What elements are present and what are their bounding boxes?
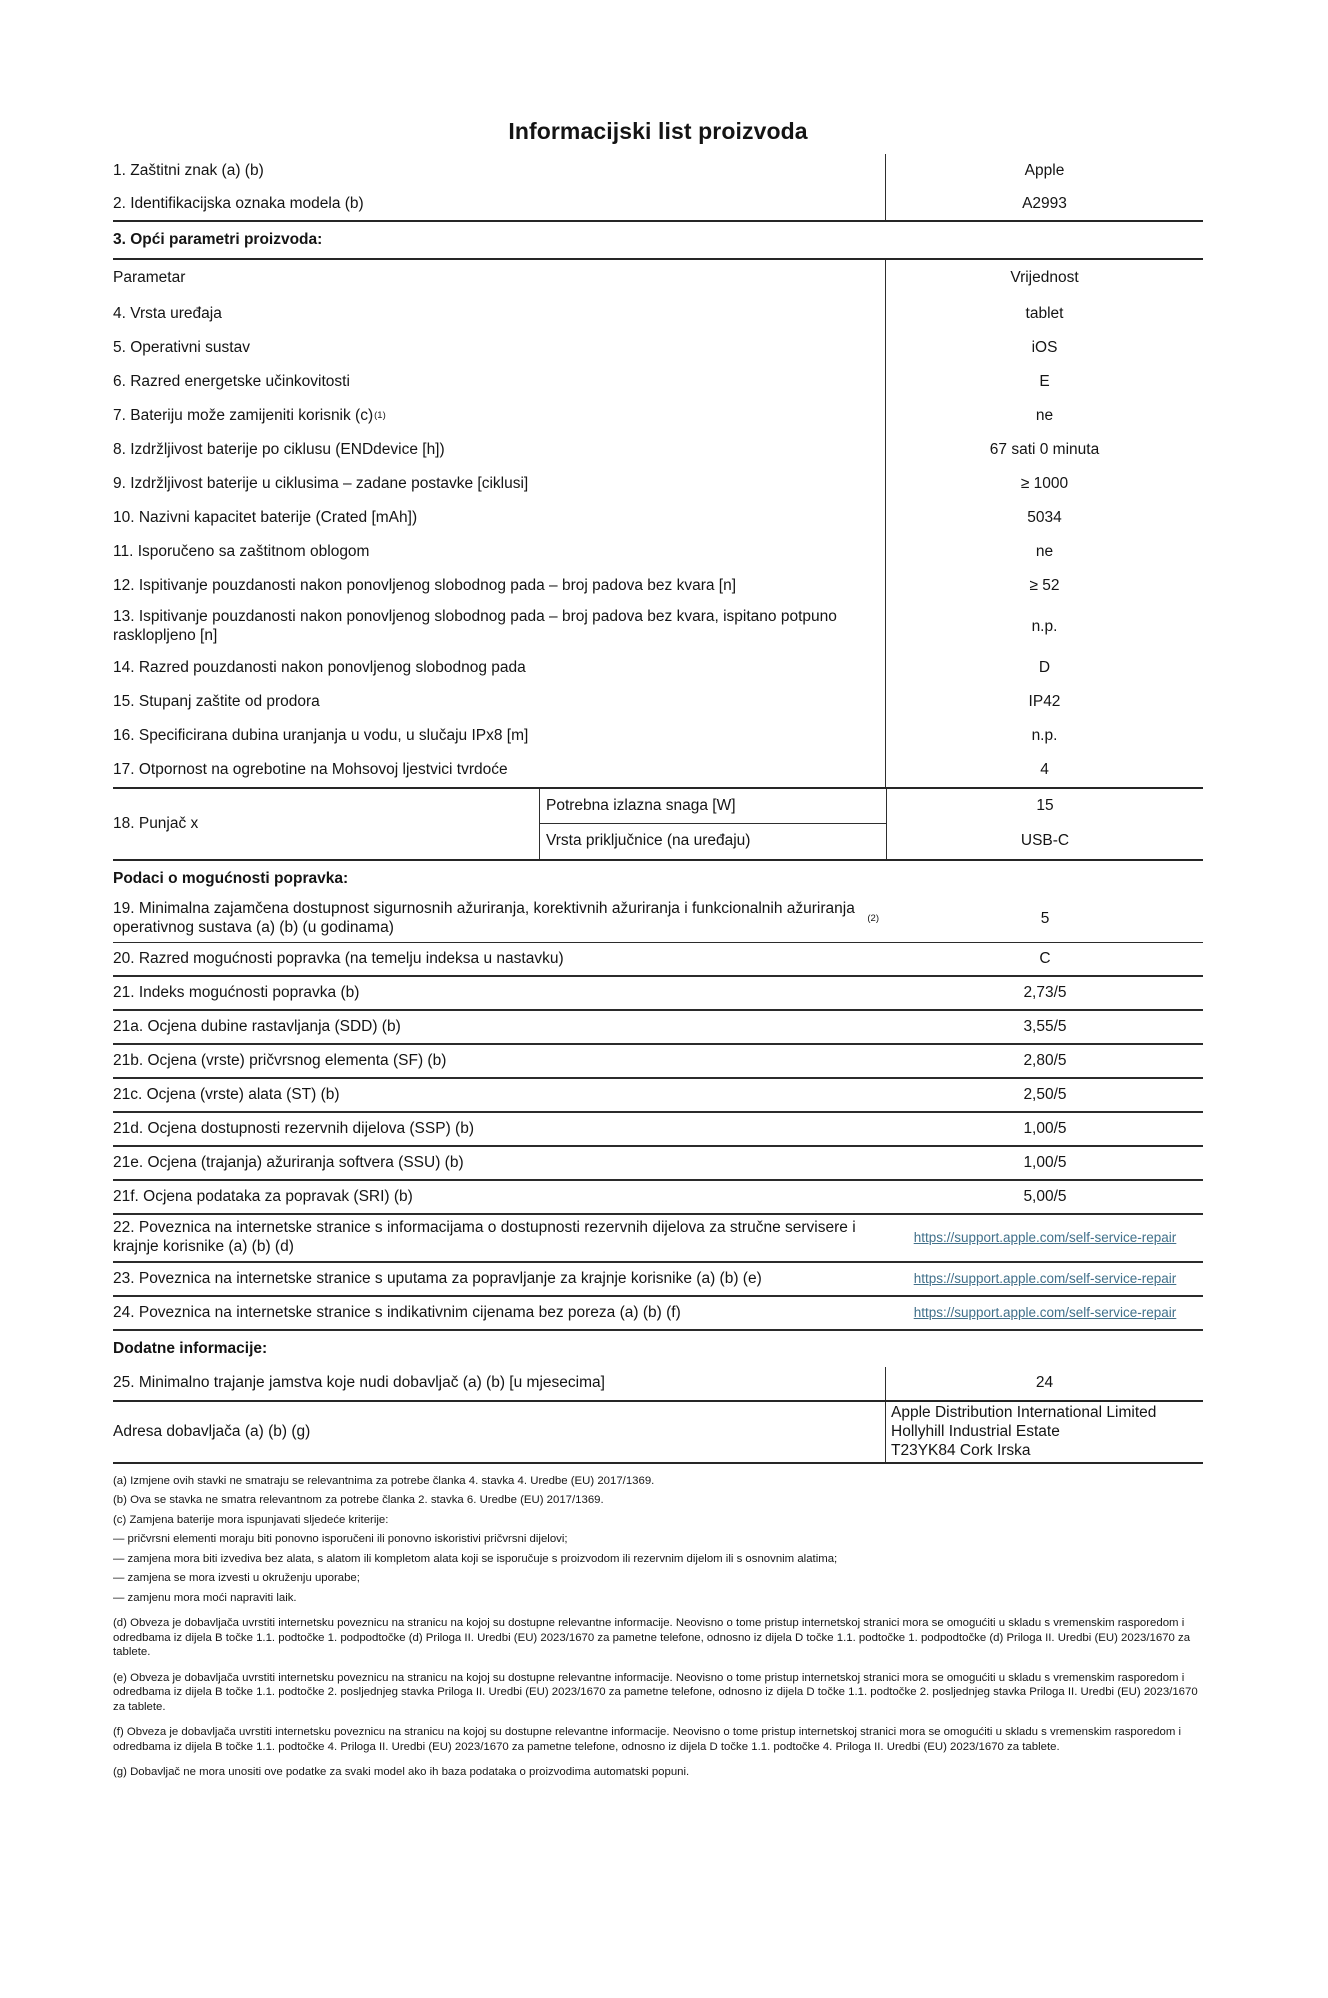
row-label: 4. Vrsta uređaja [113,297,886,331]
row-value: 2,80/5 [1023,1052,1067,1070]
table-row-spare-parts-score [113,1113,1203,1147]
footnote-c-criterion: — zamjena mora biti izvediva bez alata, s alatom ili kompletom alata koji se isporučuje s proizvodom ili rezervnim dijelom ili s osnovnim alatima; [113,1552,838,1565]
row-label: 12. Ispitivanje pouzdanosti nakon ponovljenog slobodnog pada – broj padova bez kvara [n] [113,569,886,603]
row-value: 1,00/5 [1023,1120,1067,1138]
row-value: 3,55/5 [1023,1018,1067,1036]
row-label: 1. Zaštitni znak (a) (b) [113,154,886,187]
sub-row-label: Potrebna izlazna snaga [W] [540,789,887,824]
table-row-repairability-class [113,943,1203,977]
row-value: n.p. [1031,617,1058,635]
row-label: 25. Minimalno trajanje jamstva koje nudi dobavljač (a) (b) [u mjesecima] [113,1367,886,1400]
row-value: Apple [1024,161,1065,179]
row-label: 21e. Ocjena (trajanja) ažuriranja softvera (SSU) (b) [113,1153,464,1171]
row-value [887,1215,1203,1261]
table-row-battery-endurance-cycles [113,467,1203,501]
table-row-scratch-resistance [113,753,1203,787]
table-row-repairability-index [113,977,1203,1011]
row-label: 18. Punjač x [113,789,540,859]
row-value: 24 [1035,1374,1054,1392]
row-value: n.p. [1031,726,1058,744]
charger-sub-table [540,789,1203,859]
column-header-parameter: Parametar [113,260,886,297]
table-row-minimum-warranty [113,1367,1203,1402]
self-service-repair-link[interactable]: https://support.apple.com/self-service-repair [913,1271,1177,1287]
footnote-e: (e) Obveza je dobavljača uvrstiti internetsku poveznicu na stranicu na kojoj su dostupne relevantne informacije. Neovisno o tome pristup internetskoj stranici mora se omogućiti u skladu s vremenskim rasporedom i odredbama iz dijela B točke 1.1. podtočke 2. posljednjeg stavka Priloga II. Uredbi (EU) 2023/1670 za pametne telefone, odnosno iz dijela D točke 1.1. podtočke 2. posljednjeg stavka Priloga II. Uredbi (EU) 2023/1670 za tablete. [113,1671,1198,1713]
row-value: 4 [1040,760,1049,778]
row-label: 20. Razred mogućnosti popravka (na temelju indeksa u nastavku) [113,949,564,967]
row-value: 1,00/5 [1023,1154,1067,1172]
row-label-text: 7. Bateriju može zamijeniti korisnik (c) [113,406,374,424]
table-row-user-replaceable-battery [113,399,1203,433]
table-row-disassembly-depth-score [113,1011,1203,1045]
footnote-a: (a) Izmjene ovih stavki ne smatraju se relevantnima za potrebe članka 4. stavka 4. Uredbe (EU) 2017/1369. [113,1474,655,1487]
row-value: 67 sati 0 minuta [989,440,1100,458]
table-row-free-fall-reliability-disassembled [113,603,1203,651]
table-row-model-id [113,187,1203,220]
general-parameters-table [113,258,1203,861]
row-value: E [1039,372,1050,390]
table-row-supplier-address [113,1402,1203,1464]
table-row-operating-system [113,331,1203,365]
row-value: 2,50/5 [1023,1086,1067,1104]
sub-row-label: Vrsta priključnice (na uređaju) [540,824,887,859]
footnote-c-criterion: — zamjena se mora izvesti u okruženju uporabe; [113,1572,360,1585]
supplier-address-line: T23YK84 Cork Irska [891,1442,1031,1460]
row-label: 21c. Ocjena (vrste) alata (ST) (b) [113,1085,340,1103]
row-label: Adresa dobavljača (a) (b) (g) [113,1402,886,1462]
row-value: 5 [1040,910,1050,928]
row-value: iOS [1031,338,1058,356]
row-label-text: 19. Minimalna zajamčena dostupnost sigurnosnih ažuriranja, korektivnih ažuriranja i funkcionalnih ažuriranja operativnog sustava (a) (b) (u godinama) [113,900,855,937]
row-value: ne [1035,406,1054,424]
row-value: C [1039,950,1051,968]
row-label: 6. Razred energetske učinkovitosti [113,365,886,399]
row-label: 19. Minimalna zajamčena dostupnost sigurnosnih ažuriranja, korektivnih ažuriranja i funkcionalnih ažuriranja operativnog sustava (a) (b) (u godinama) (2) [113,900,879,937]
footnote-d: (d) Obveza je dobavljača uvrstiti internetsku poveznicu na stranicu na kojoj su dostupne relevantne informacije. Neovisno o tome pristup internetskoj stranici mora se omogućiti u skladu s vremenskim rasporedom i odredbama iz dijela B točke 1.1. podtočke 1. podpodtočke (d) Priloga II. Uredbi (EU) 2023/1670 za pametne telefone, odnosno iz dijela D točke 1.1. podtočke 1. podpodtočke (d) Priloga II. Uredbi (EU) 2023/1670 za tablete. [113,1617,1191,1659]
row-label: 21b. Ocjena (vrste) pričvrsnog elementa (SF) (b) [113,1051,447,1069]
product-information-sheet [113,119,1203,1780]
table-header-row [113,260,1203,297]
footnote-c-criterion: — pričvrsni elementi moraju biti ponovno isporučeni ili ponovno iskoristivi pričvrsni dijelovi; [113,1533,568,1546]
table-row-ingress-protection [113,685,1203,719]
row-label: 5. Operativni sustav [113,331,886,365]
row-label: 21a. Ocjena dubine rastavljanja (SDD) (b) [113,1017,401,1035]
section-heading-additional-information: Dodatne informacije: [113,1340,268,1358]
row-value: ne [1035,542,1054,560]
table-row-charger [113,787,1203,859]
row-value: D [1038,658,1051,676]
row-label: 13. Ispitivanje pouzdanosti nakon ponovljenog slobodnog pada – broj padova bez kvara, ispitano potpuno rasklopljeno [n] [113,603,886,651]
row-value: 2,73/5 [1023,984,1067,1002]
row-label: 23. Poveznica na internetske stranice s uputama za popravljanje za krajnje korisnike (a) (b) (e) [113,1269,762,1287]
document-title: Informacijski list proizvoda [508,118,808,144]
row-label: 21. Indeks mogućnosti popravka (b) [113,983,360,1001]
table-row-guaranteed-updates [113,896,1203,943]
identification-table [113,154,1203,222]
row-value: A2993 [1022,194,1067,212]
section-heading-repairability: Podaci o mogućnosti popravka: [113,869,349,887]
footnote-b: (b) Ova se stavka ne smatra relevantnom za potrebe članka 2. stavka 6. Uredbe (EU) 2017/1369. [113,1494,604,1507]
row-value: ≥ 52 [1029,576,1060,594]
column-header-value: Vrijednost [1010,269,1079,287]
row-value [887,1297,1203,1329]
table-row-free-fall-reliability [113,569,1203,603]
row-label: 7. Bateriju može zamijeniti korisnik (c) (1) [113,399,886,433]
row-label: 2. Identifikacijska oznaka modela (b) [113,187,886,220]
sub-row-value: 15 [1036,797,1054,815]
supplier-address [886,1402,1203,1462]
supplier-address-line: Hollyhill Industrial Estate [891,1423,1060,1441]
table-row-device-type [113,297,1203,331]
row-label: 11. Isporučeno sa zaštitnom oblogom [113,535,886,569]
row-label: 21f. Ocjena podataka za popravak (SRI) (b) [113,1187,413,1205]
self-service-repair-link[interactable]: https://support.apple.com/self-service-repair [913,1230,1177,1246]
footnotes [113,1474,1203,1780]
row-label: 22. Poveznica na internetske stranice s informacijama o dostupnosti rezervnih dijelova za stručne servisere i krajnje korisnike (a) (b) (d) [113,1219,856,1256]
table-row-spare-parts-link [113,1215,1203,1263]
table-row-software-updates-score [113,1147,1203,1181]
row-label: 15. Stupanj zaštite od prodora [113,685,886,719]
row-value: IP42 [1028,692,1061,710]
footnote-f: (f) Obveza je dobavljača uvrstiti internetsku poveznicu na stranicu na kojoj su dostupne relevantne informacije. Neovisno o tome pristup internetskoj stranici mora se omogućiti u skladu s vremenskim rasporedom i odredbama iz dijela B točke 1.1. podtočke 4. Priloga II. Uredbi (EU) 2023/1670 za pametne telefone, odnosno iz dijela D točke 1.1. podtočke 4. Priloga II. Uredbi (EU) 2023/1670 za tablete. [113,1726,1182,1753]
row-value: 5034 [1027,508,1062,526]
table-row-energy-class [113,365,1203,399]
row-value: 5,00/5 [1023,1188,1067,1206]
charger-connector-row [540,824,1203,859]
table-row-rated-capacity [113,501,1203,535]
table-row-repair-information-score [113,1181,1203,1215]
table-row-protective-cover [113,535,1203,569]
row-value: tablet [1025,304,1064,322]
section-heading-general-parameters: 3. Opći parametri proizvoda: [113,231,323,249]
table-row-free-fall-class [113,651,1203,685]
table-row-repair-instructions-link [113,1263,1203,1297]
repairability-table [113,896,1203,1331]
self-service-repair-link[interactable]: https://support.apple.com/self-service-repair [913,1305,1177,1321]
sub-row-value: USB-C [1020,832,1070,850]
row-label: 16. Specificirana dubina uranjanja u vodu, u slučaju IPx8 [m] [113,719,886,753]
footnote-c-criterion: — zamjenu mora moći napraviti laik. [113,1591,297,1604]
row-label: 14. Razred pouzdanosti nakon ponovljenog slobodnog pada [113,651,886,685]
row-value [887,1263,1203,1295]
row-label: 8. Izdržljivost baterije po ciklusu (ENDdevice [h]) [113,433,886,467]
table-row-trademark [113,154,1203,187]
table-row-fastener-score [113,1045,1203,1079]
additional-information-table [113,1367,1203,1464]
footnote-g: (g) Dobavljač ne mora unositi ove podatke za svaki model ako ih baza podataka o proizvodima automatski popuni. [113,1766,690,1779]
table-row-indicative-prices-link [113,1297,1203,1331]
row-label: 9. Izdržljivost baterije u ciklusima – zadane postavke [ciklusi] [113,467,886,501]
footnote-c: (c) Zamjena baterije mora ispunjavati sljedeće kriterije: [113,1513,389,1526]
table-row-immersion-depth [113,719,1203,753]
row-label: 10. Nazivni kapacitet baterije (Crated [mAh]) [113,501,886,535]
supplier-address-line: Apple Distribution International Limited [891,1404,1157,1422]
charger-output-power-row [540,789,1203,824]
row-label: 21d. Ocjena dostupnosti rezervnih dijelova (SSP) (b) [113,1119,474,1137]
table-row-battery-endurance-per-cycle [113,433,1203,467]
table-row-tools-score [113,1079,1203,1113]
row-label: 24. Poveznica na internetske stranice s indikativnim cijenama bez poreza (a) (b) (f) [113,1303,681,1321]
row-label: 17. Otpornost na ogrebotine na Mohsovoj ljestvici tvrdoće [113,753,886,787]
row-value: ≥ 1000 [1020,474,1069,492]
